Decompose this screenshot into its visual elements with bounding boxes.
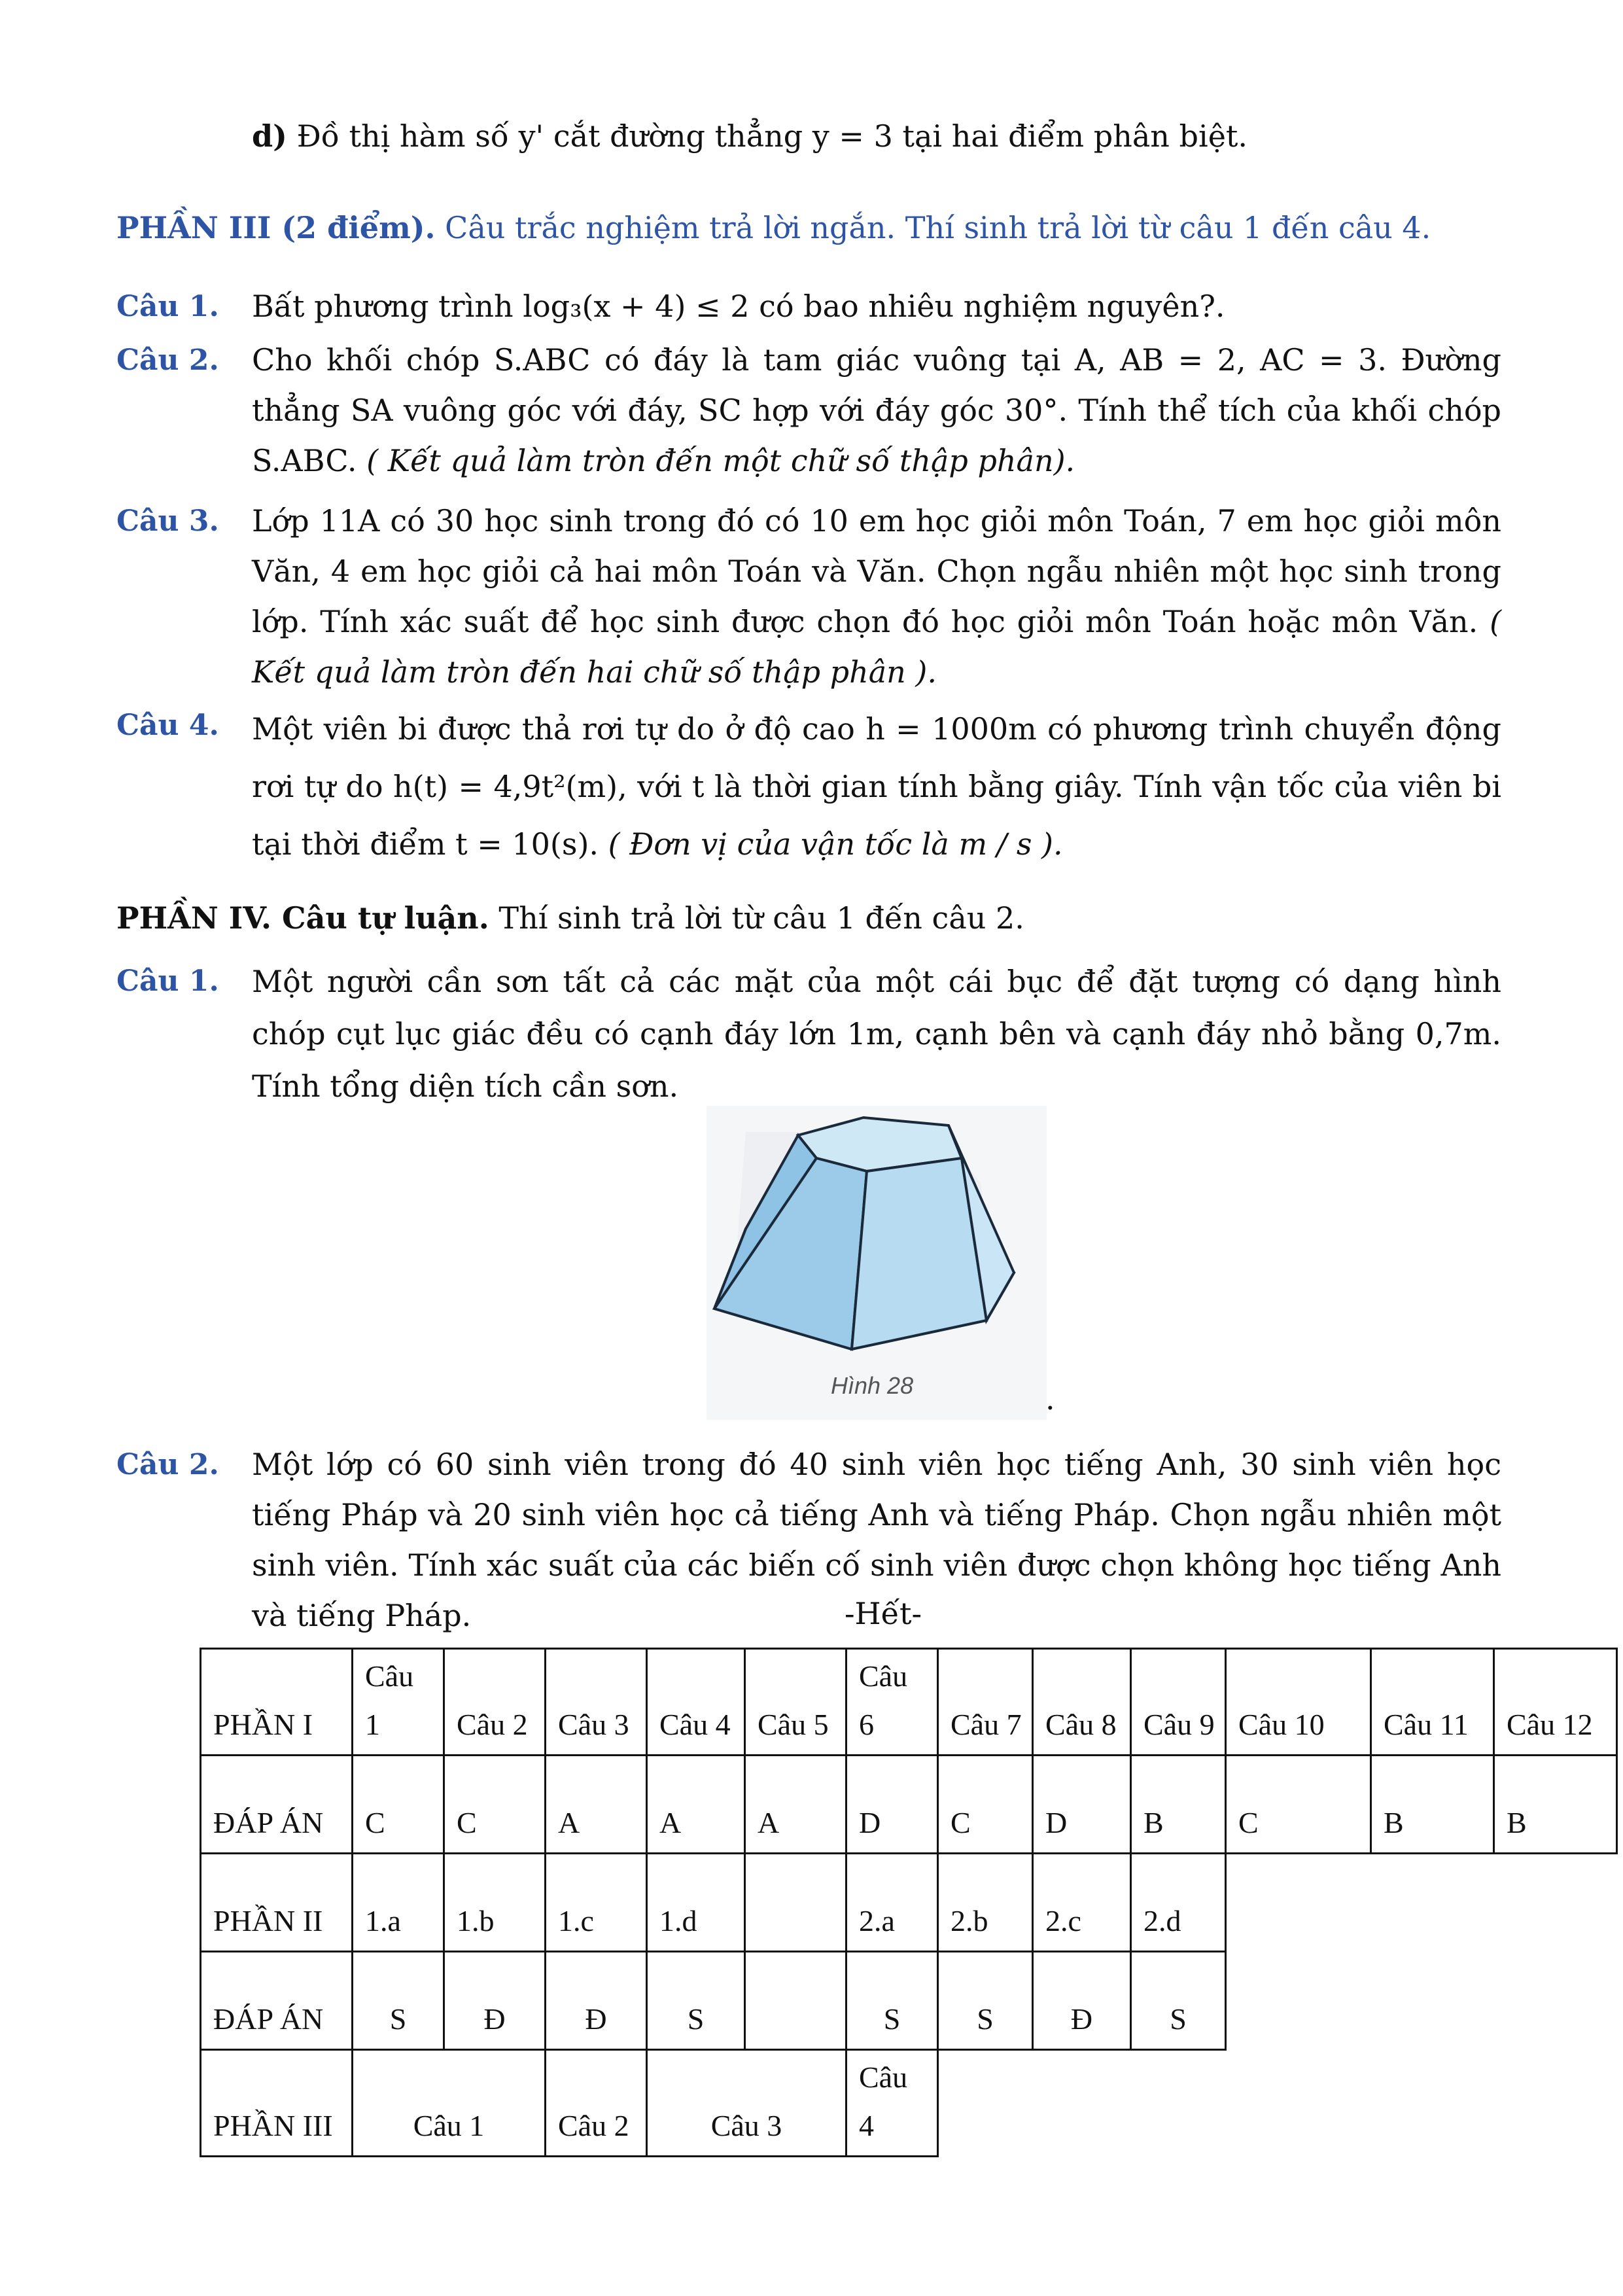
- figure-caption: Hình 28: [831, 1372, 914, 1399]
- item-d-text: Đồ thị hàm số y' cắt đường thẳng y = 3 tại hai điểm phân biệt.: [296, 118, 1248, 154]
- part3-q4-label: Câu 4.: [116, 709, 219, 742]
- table-cell: D: [1033, 1756, 1131, 1854]
- part4-intro: Thí sinh trả lời từ câu 1 đến câu 2.: [498, 900, 1024, 936]
- table-cell: Câu 3: [546, 1649, 647, 1756]
- frustum-figure: [707, 1106, 1047, 1420]
- table-cell: Đ: [444, 1952, 546, 2050]
- figure-dot: .: [1045, 1381, 1055, 1417]
- table-cell: 2.a: [846, 1854, 938, 1952]
- end-mark: -Hết-: [845, 1596, 922, 1631]
- table-cell: [745, 1952, 846, 2050]
- table-cell: 1.b: [444, 1854, 546, 1952]
- table-cell: C: [938, 1756, 1033, 1854]
- table-cell: Câu 2: [444, 1649, 546, 1756]
- part3-q4-block: [252, 700, 1501, 873]
- table-cell: B: [1131, 1756, 1226, 1854]
- table-cell: D: [846, 1756, 938, 1854]
- part3-q2-label: Câu 2.: [116, 344, 219, 377]
- part4-heading: PHẦN IV. Câu tự luận.: [116, 900, 489, 936]
- part3-q4-note: ( Đơn vị của vận tốc là m / s ).: [608, 826, 1063, 862]
- table-row-answers1: [201, 1756, 1617, 1854]
- table-row-part2: [201, 1854, 1617, 1952]
- table-cell: 1.d: [647, 1854, 745, 1952]
- table-cell: C: [353, 1756, 444, 1854]
- part4-q1-label: Câu 1.: [116, 964, 219, 998]
- part4-q1-text: Một người cần sơn tất cả các mặt của một cái bục để đặt tượng có dạng hình chóp cụt lục giác đều có cạnh đáy lớn 1m, cạnh bên và cạnh đáy nhỏ bằng 0,7m. Tính tổng diện tích cần sơn.: [252, 964, 1501, 1104]
- table-cell: B: [1371, 1756, 1494, 1854]
- table-row-part1: [201, 1649, 1617, 1756]
- part3-intro: Câu trắc nghiệm trả lời ngắn. Thí sinh trả lời từ câu 1 đến câu 4.: [445, 210, 1431, 245]
- item-d: [252, 111, 1248, 162]
- table-cell: PHẦN III: [201, 2050, 353, 2157]
- table-cell: Câu 12: [1494, 1649, 1617, 1756]
- table-cell: 1.c: [546, 1854, 647, 1952]
- table-cell: ĐÁP ÁN: [201, 1756, 353, 1854]
- part3-q3-text: Lớp 11A có 30 học sinh trong đó có 10 em học giỏi môn Toán, 7 em học giỏi môn Văn, 4 em học giỏi cả hai môn Toán và Văn. Chọn ngẫu nhiên một học sinh trong lớp. Tính xác suất để học sinh được chọn đó học giỏi môn Toán hoặc môn Văn.: [252, 503, 1501, 639]
- table-row-part3: [201, 2050, 1617, 2157]
- part3-q1-label: Câu 1.: [116, 290, 219, 323]
- table-cell: Câu 6: [846, 1649, 938, 1756]
- table-empty-area: [938, 2050, 1617, 2157]
- part3-heading: PHẦN III (2 điểm).: [116, 210, 436, 245]
- table-cell: 2.d: [1131, 1854, 1226, 1952]
- table-cell: B: [1494, 1756, 1617, 1854]
- table-cell: S: [938, 1952, 1033, 2050]
- part3-q3-note: ( Kết quả làm tròn đến hai chữ số thập phân ).: [252, 604, 1502, 690]
- part3-q1-text: Bất phương trình log₃(x + 4) ≤ 2 có bao nhiêu nghiệm nguyên?.: [252, 289, 1225, 324]
- table-cell: Câu 1: [353, 1649, 444, 1756]
- table-cell: Câu 4: [846, 2050, 938, 2157]
- table-cell: Câu 11: [1371, 1649, 1494, 1756]
- table-cell: 2.c: [1033, 1854, 1131, 1952]
- part4-q2-label: Câu 2.: [116, 1448, 219, 1481]
- part3-q3-block: [252, 496, 1501, 698]
- table-cell: 2.b: [938, 1854, 1033, 1952]
- table-cell: [745, 1854, 846, 1952]
- table-cell: Câu 2: [546, 2050, 647, 2157]
- part3-q3-label: Câu 3.: [116, 504, 219, 538]
- table-cell: Câu 4: [647, 1649, 745, 1756]
- table-cell: Câu 5: [745, 1649, 846, 1756]
- frustum-drawing: [707, 1106, 1047, 1420]
- table-cell: S: [846, 1952, 938, 2050]
- answer-table: [200, 1648, 1618, 2157]
- table-cell: PHẦN II: [201, 1854, 353, 1952]
- table-cell: Đ: [1033, 1952, 1131, 2050]
- table-empty-area: [1226, 1854, 1617, 2050]
- part3-q2-block: [252, 335, 1501, 486]
- part3-q4-text: Một viên bi được thả rơi tự do ở độ cao h = 1000m có phương trình chuyển động rơi tự do h(t) = 4,9t²(m), với t là thời gian tính bằng giây. Tính vận tốc của viên bi tại thời điểm t = 10(s).: [252, 711, 1501, 862]
- part4-q2-text: Một lớp có 60 sinh viên trong đó 40 sinh viên học tiếng Anh, 30 sinh viên học tiếng Pháp và 20 sinh viên học cả tiếng Anh và tiếng Pháp. Chọn ngẫu nhiên một sinh viên. Tính xác suất của các biến cố sinh viên được chọn không học tiếng Anh và tiếng Pháp.: [252, 1447, 1501, 1633]
- table-cell: S: [353, 1952, 444, 2050]
- table-cell: A: [745, 1756, 846, 1854]
- table-cell: Câu 3: [647, 2050, 846, 2157]
- part3-q2-text: Cho khối chóp S.ABC có đáy là tam giác vuông tại A, AB = 2, AC = 3. Đường thẳng SA vuông góc với đáy, SC hợp với đáy góc 30°. Tính thể tích của khối chóp S.ABC.: [252, 342, 1501, 478]
- table-cell: Câu 1: [353, 2050, 546, 2157]
- table-cell: PHẦN I: [201, 1649, 353, 1756]
- table-cell: 1.a: [353, 1854, 444, 1952]
- table-cell: A: [647, 1756, 745, 1854]
- table-cell: C: [1226, 1756, 1371, 1854]
- table-cell: Đ: [546, 1952, 647, 2050]
- table-cell: Câu 8: [1033, 1649, 1131, 1756]
- item-d-label: d): [252, 118, 287, 154]
- table-cell: Câu 7: [938, 1649, 1033, 1756]
- table-cell: C: [444, 1756, 546, 1854]
- part3-heading-line: [116, 203, 1431, 253]
- table-cell: A: [546, 1756, 647, 1854]
- table-cell: Câu 9: [1131, 1649, 1226, 1756]
- part4-heading-line: [116, 893, 1024, 944]
- table-cell: ĐÁP ÁN: [201, 1952, 353, 2050]
- table-cell: S: [647, 1952, 745, 2050]
- table-cell: S: [1131, 1952, 1226, 2050]
- part3-q2-note: ( Kết quả làm tròn đến một chữ số thập phân).: [366, 443, 1075, 478]
- table-cell: Câu 10: [1226, 1649, 1371, 1756]
